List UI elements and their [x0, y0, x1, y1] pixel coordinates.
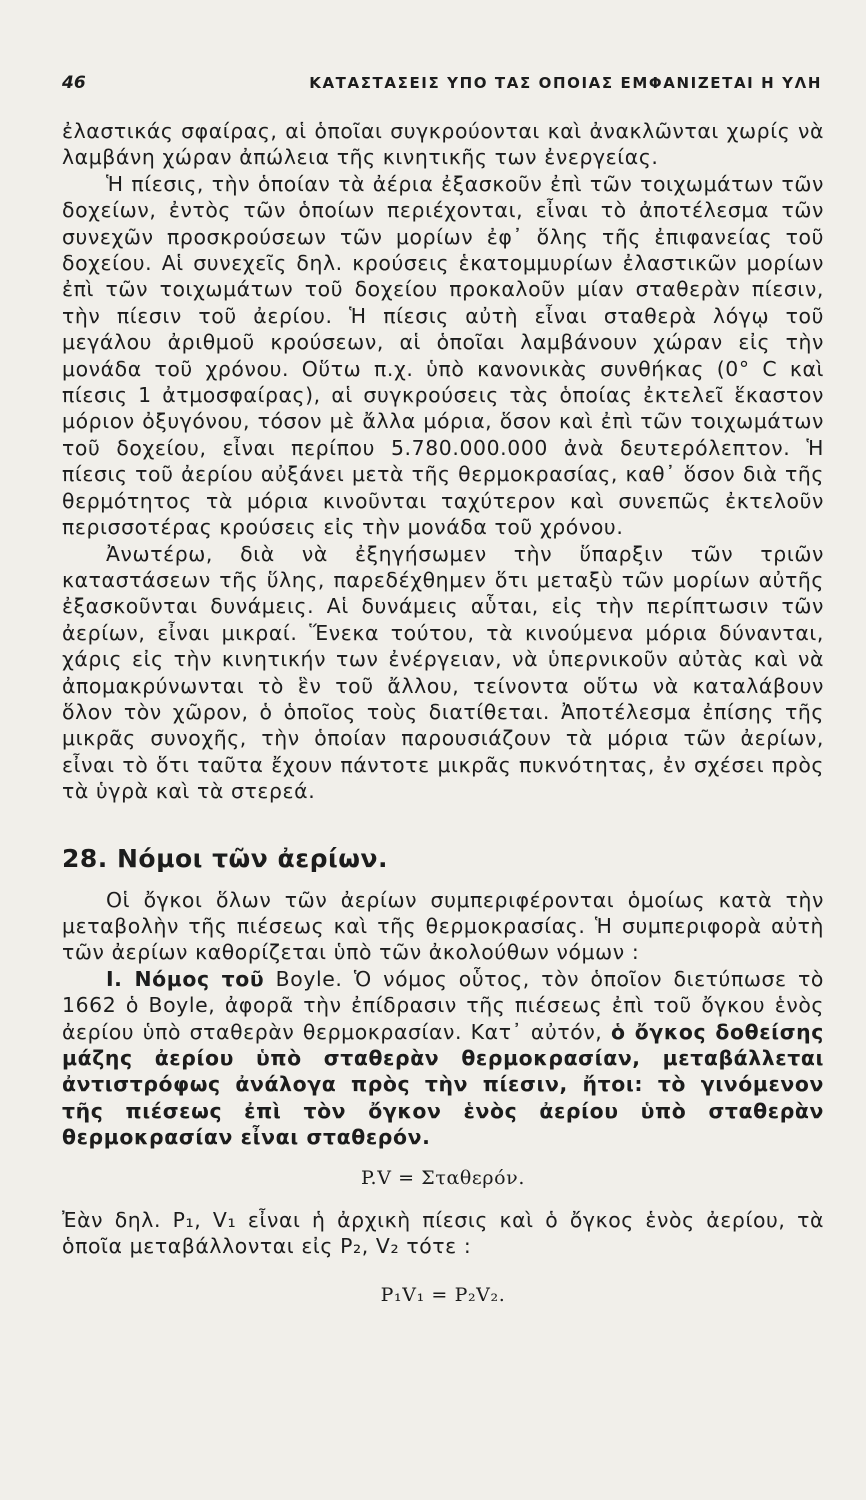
page-header [62, 68, 822, 98]
paragraph-elastic-spheres: ἐλαστικάς σφαίρας, αἱ ὁποῖαι συγκρούονται καὶ ἀνακλῶνται χωρίς νὰ λαμβάνη χώραν ἀπώλεια τῆς κινητικῆς των ἐνεργείας. [62, 119, 824, 170]
page-body [62, 118, 824, 1308]
boyle-law-paragraph [62, 966, 824, 1151]
section-title: 28. Νόμοι τῶν ἀερίων. [62, 843, 389, 873]
law-statement: ὁ ὄγκος δοθείσης μάζης ἀερίου ὑπὸ σταθερὰν θερμοκρασίαν, μεταβάλλεται ἀντιστρόφως ἀνάλογα πρὸς τὴν πίεσιν, ἤτοι: τὸ γινόμενον τῆς πιέσεως ἐπὶ τὸν ὄγκον ἑνὸς ἀερίου ὑπὸ σταθερὰν θερμοκρασίαν εἶναι σταθερόν. [62, 1019, 824, 1150]
section-intro: Οἱ ὄγκοι ὅλων τῶν ἀερίων συμπεριφέρονται ὁμοίως κατὰ τὴν μεταβολὴν τῆς πιέσεως καὶ τῆς θερμοκρασίας. Ἡ συμπεριφορὰ αὐτὴ τῶν ἀερίων καθορίζεται ὑπὸ τῶν ἀκολούθων νόμων : [62, 887, 824, 965]
page-number: 46 [62, 73, 86, 93]
running-title: ΚΑΤΑΣΤΑΣΕΙΣ ΥΠΟ ΤΑΣ ΟΠΟΙΑΣ ΕΜΦΑΝΙΖΕΤΑΙ Η ΥΛΗ [309, 74, 822, 92]
law-description: Ὁ νόμος οὗτος, τὸν ὁποῖον διετύπωσε τὸ 1662 ὁ Boyle, ἀφορᾶ τὴν ἐπίδρασιν τῆς πιέσεως ἐπὶ τοῦ ὄγκου ἑνὸς ἀερίου ὑπὸ σταθερὰν θερμοκρασίαν. Κατ᾽ αὐτόν, [62, 966, 824, 1044]
law-person: Boyle. [275, 966, 343, 991]
formula-boyle: P.V = Σταθερόν. [361, 1166, 525, 1189]
paragraph-molecular-forces: Ἀνωτέρω, διὰ νὰ ἐξηγήσωμεν τὴν ὕπαρξιν τῶν τριῶν καταστάσεων τῆς ὕλης, παρεδέχθημεν ὅτι μεταξὺ τῶν μορίων αὐτῆς ἐξασκοῦνται δυνάμεις. Αἱ δυνάμεις αὗται, εἰς τὴν περίπτωσιν τῶν ἀερίων, εἶναι μικραί. Ἕνεκα τούτου, τὰ κινούμενα μόρια δύνανται, χάρις εἰς τὴν κινητικήν των ἐνέργειαν, νὰ ὑπερνικοῦν αὐτὰς καὶ νὰ ἀπομακρύνωνται τὸ ἓν τοῦ ἄλλου, τείνοντα οὕτω νὰ καταλάβουν ὅλον τὸν χῶρον, ὁ ὁποῖος τοὺς διατίθεται. Ἀποτέλεσμα ἐπίσης τῆς μικρᾶς συνοχῆς, τὴν ὁποίαν παρουσιάζουν τὰ μόρια τῶν ἀερίων, εἶναι τὸ ὅτι ταῦτα ἔχουν πάντοτε μικρᾶς πυκνότητας, ἐν σχέσει πρὸς τὰ ὑγρὰ καὶ τὰ στερεά. [62, 541, 824, 804]
paragraph-gas-pressure: Ἡ πίεσις, τὴν ὁποίαν τὰ ἀέρια ἐξασκοῦν ἐπὶ τῶν τοιχωμάτων τῶν δοχείων, ἐντὸς τῶν ὁποίων περιέχονται, εἶναι τὸ ἀποτέλεσμα τῶν συνεχῶν προσκρούσεων τῶν μορίων ἐφ᾽ ὅλης τῆς ἐπιφανείας τοῦ δοχείου. Αἱ συνεχεῖς δηλ. κρούσεις ἑκατομμυρίων ἐλαστικῶν μορίων ἐπὶ τῶν τοιχωμάτων τοῦ δοχείου προκαλοῦν μίαν σταθερὰν πίεσιν, τὴν πίεσιν τοῦ ἀερίου. Ἡ πίεσις αὐτὴ εἶναι σταθερὰ λόγῳ τοῦ μεγάλου ἀριθμοῦ κρούσεων, αἱ ὁποῖαι λαμβάνουν χώραν εἰς τὴν μονάδα τοῦ χρόνου. Οὕτω π.χ. ὑπὸ κανονικὰς συνθήκας (0° C καὶ πίεσις 1 ἀτμοσφαίρας), αἱ συγκρούσεις τὰς ὁποίας ἐκτελεῖ ἕκαστον μόριον ὀξυγόνου, τόσον μὲ ἄλλα μόρια, ὅσον καὶ ἐπὶ τῶν τοιχωμάτων τοῦ δοχείου, εἶναι περίπου 5.780.000.000 ἀνὰ δευτερόλεπτον. Ἡ πίεσις τοῦ ἀερίου αὐξάνει μετὰ τῆς θερμοκρασίας, καθ᾽ ὅσον διὰ τῆς θερμότητος τὰ μόρια κινοῦνται ταχύτερον καὶ συνεπῶς ἐκτελοῦν περισσοτέρας κρούσεις εἰς τὴν μονάδα τοῦ χρόνου. [62, 171, 824, 540]
paragraph-after-formula: Ἐὰν δηλ. P₁, V₁ εἶναι ἡ ἀρχικὴ πίεσις καὶ ὁ ὄγκος ἑνὸς ἀερίου, τὰ ὁποῖα μεταβάλλονται εἰς P₂, V₂ τότε : [62, 1208, 824, 1259]
law-heading: Ι. Νόμος τοῦ [106, 966, 265, 991]
formula-p1v1-p2v2: P₁V₁ = P₂V₂. [380, 1283, 506, 1306]
